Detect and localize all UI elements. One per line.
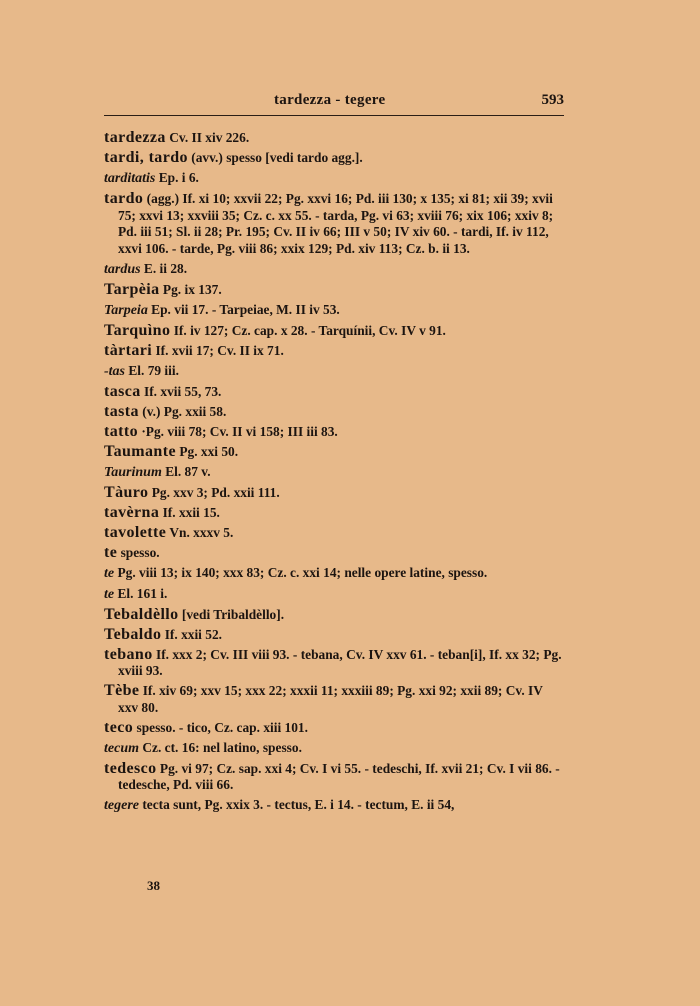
entry-text: If. xvii 55, 73. xyxy=(140,383,222,399)
running-header xyxy=(104,92,564,116)
entry-lemma: tardo xyxy=(104,190,144,207)
entry-text: If. xvii 17; Cv. II ix 71. xyxy=(152,342,284,358)
entry-text: Vn. xxxv 5. xyxy=(166,524,234,540)
signature-mark: 38 xyxy=(147,878,160,893)
dictionary-entry xyxy=(104,363,564,381)
entry-text: If. iv 127; Cz. cap. x 28. - Tarquínii, Cv. IV v 91. xyxy=(170,322,446,338)
header-rule xyxy=(104,115,564,116)
entry-lemma: tatto xyxy=(104,422,138,440)
entry-text: Ep. i 6. xyxy=(155,170,199,185)
dictionary-entry xyxy=(104,343,564,360)
dictionary-entry xyxy=(104,586,564,604)
entry-lemma: Tàuro xyxy=(104,483,149,501)
entry-lemma: tàrtari xyxy=(104,341,153,359)
dictionary-entry xyxy=(104,565,564,583)
page-number: 593 xyxy=(541,92,564,108)
entry-text: tecta sunt, Pg. xxix 3. - tectus, E. i 14. - tectum, E. ii 54, xyxy=(138,797,455,812)
dictionary-entry xyxy=(104,720,564,737)
entry-lemma: Tèbe xyxy=(104,682,140,699)
entry-lemma: Tebaldèllo xyxy=(104,605,179,623)
entry-lemma: tarditatis xyxy=(104,171,156,186)
entry-text: ·Pg. viii 78; Cv. II vi 158; III iii 83. xyxy=(137,423,338,439)
entry-lemma: Tarpèia xyxy=(104,280,160,298)
entry-text: Pg. ix 137. xyxy=(159,281,222,297)
entry-lemma: Tebaldo xyxy=(104,625,162,643)
entry-lemma: tardi, tardo xyxy=(104,149,188,166)
dictionary-entry xyxy=(104,740,564,758)
entry-lemma: tardezza xyxy=(104,129,166,146)
entry-text: Cv. II xiv 226. xyxy=(165,130,250,145)
dictionary-entry xyxy=(104,444,564,461)
entry-lemma: teco xyxy=(104,718,134,736)
dictionary-entry xyxy=(104,505,564,522)
entry-text: El. 79 iii. xyxy=(125,362,179,378)
dictionary-entry xyxy=(104,261,564,279)
dictionary-entry xyxy=(104,683,564,716)
entry-text: (avv.) spesso [vedi tardo agg.]. xyxy=(187,150,363,165)
dictionary-entry xyxy=(104,150,564,167)
entry-text: Pg. xxi 50. xyxy=(175,443,239,459)
entry-text: Pg. xxv 3; Pd. xxii 111. xyxy=(148,484,280,500)
entry-lemma: tasta xyxy=(104,402,139,420)
entry-lemma: te xyxy=(104,586,115,602)
entry-text: Cz. ct. 16: nel latino, spesso. xyxy=(139,739,302,755)
dictionary-entry xyxy=(104,647,564,680)
dictionary-entry xyxy=(104,323,564,340)
dictionary-entry xyxy=(104,170,564,188)
entry-lemma: tardus xyxy=(104,261,141,277)
dictionary-entry xyxy=(104,797,564,815)
entry-lemma: te xyxy=(104,565,115,581)
header-title: tardezza - tegere xyxy=(274,92,386,108)
entry-lemma: tavolette xyxy=(104,523,167,541)
entry-text: E. ii 28. xyxy=(140,260,188,276)
entry-text: If. xxii 52. xyxy=(161,626,222,642)
dictionary-entry xyxy=(104,761,564,794)
entry-text: spesso. xyxy=(117,544,160,560)
dictionary-entry xyxy=(104,282,564,299)
entry-lemma: Taurinum xyxy=(104,464,162,480)
dictionary-entry xyxy=(104,485,564,502)
entry-text: Pg. viii 13; ix 140; xxx 83; Cz. c. xxi 14; nelle opere latine, spesso. xyxy=(114,564,488,580)
entry-lemma: tecum xyxy=(104,740,139,756)
dictionary-entry xyxy=(104,464,564,482)
dictionary-entry xyxy=(104,525,564,542)
entry-lemma: Taumante xyxy=(104,442,176,460)
dictionary-entry xyxy=(104,627,564,644)
entry-text: [vedi Tribaldèllo]. xyxy=(178,606,285,622)
dictionary-entry xyxy=(104,404,564,421)
dictionary-entry xyxy=(104,384,564,401)
entry-lemma: -tas xyxy=(104,363,125,379)
entry-lemma: tavèrna xyxy=(104,503,160,521)
entry-text: (agg.) If. xi 10; xxvii 22; Pg. xxvi 16; Pd. iii 130; x 135; xi 81; xii 39; xvii 75; xxvi 13; xxviii 35; Cz. c. xx 55. - tarda, Pg. vi 63; xviii 76; xix 106; xxiv 8; Pd. iii 51; Sl. ii 28; Pr. 195; Cv. II iv 66; III v 50; IV xiv 60. - tardi, If. iv 112, xxvi 106. - tarde, Pg. viii 86; xxix 129; Pd. xiv 113; Cz. b. ii 13. xyxy=(118,191,554,256)
entry-lemma: tasca xyxy=(104,382,141,400)
entry-lemma: Tarquìno xyxy=(104,321,171,339)
entry-text: If. xxx 2; Cv. III viii 93. - tebana, Cv. IV xxv 61. - teban[i], If. xx 32; Pg. xviii 93. xyxy=(118,646,562,678)
entry-lemma: te xyxy=(104,543,118,561)
entry-text: If. xxii 15. xyxy=(159,504,220,520)
entry-text: El. 87 v. xyxy=(161,463,211,479)
entry-text: El. 161 i. xyxy=(114,585,168,601)
entry-text: (v.) Pg. xxii 58. xyxy=(138,403,227,419)
dictionary-entry xyxy=(104,424,564,441)
entry-text: Ep. vii 17. - Tarpeiae, M. II iv 53. xyxy=(147,301,340,317)
dictionary-entry xyxy=(104,130,564,147)
entry-text: spesso. - tico, Cz. cap. xiii 101. xyxy=(133,719,308,735)
entry-lemma: tedesco xyxy=(104,759,157,777)
entry-lemma: tebano xyxy=(104,645,153,663)
dictionary-entry xyxy=(104,191,564,257)
entry-text: Pg. vi 97; Cz. sap. xxi 4; Cv. I vi 55. - tedeschi, If. xvii 21; Cv. I vii 86. - tedesche, Pd. viii 66. xyxy=(118,760,560,792)
entry-lemma: tegere xyxy=(104,798,139,813)
entry-text: If. xiv 69; xxv 15; xxx 22; xxxii 11; xxxiii 89; Pg. xxi 92; xxii 89; Cv. IV xxv 80. xyxy=(118,683,543,715)
dictionary-entries xyxy=(104,130,564,818)
dictionary-entry xyxy=(104,302,564,320)
dictionary-entry xyxy=(104,607,564,624)
dictionary-entry xyxy=(104,545,564,562)
entry-lemma: Tarpeia xyxy=(104,302,148,318)
